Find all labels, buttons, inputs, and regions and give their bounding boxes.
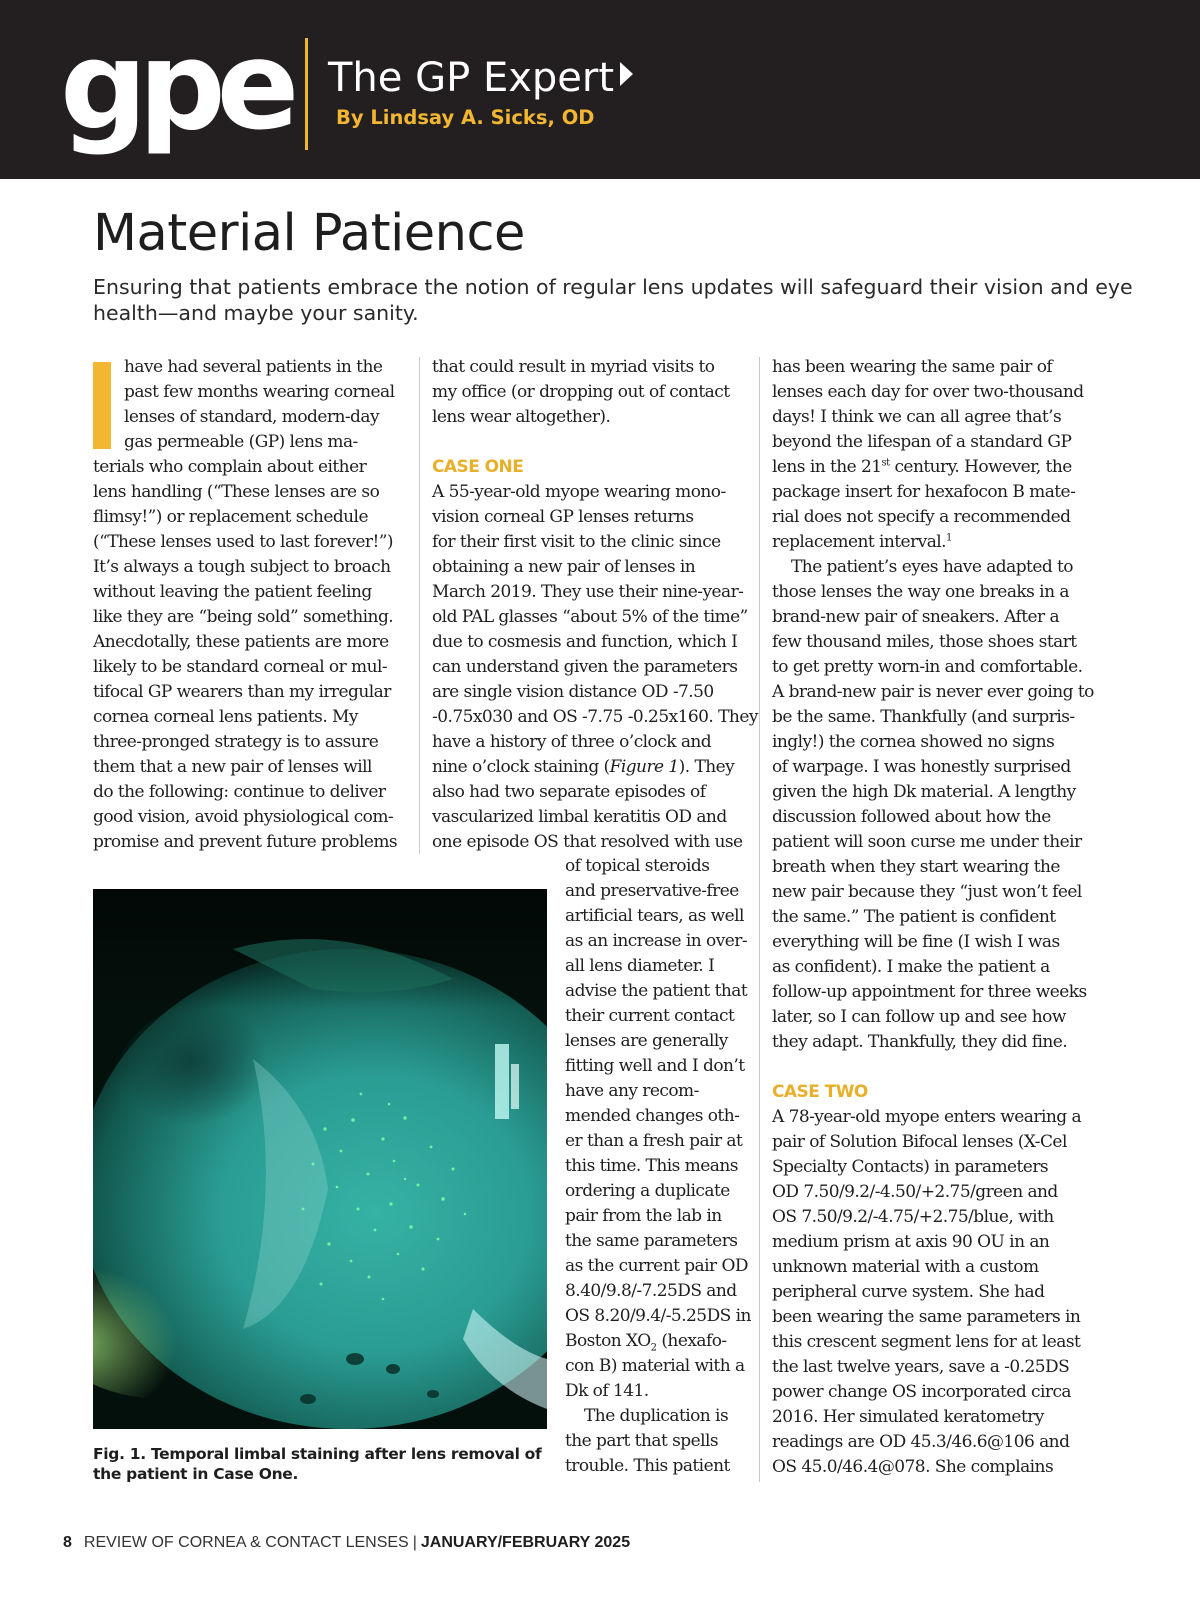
body-line: and preservative-free [565, 881, 739, 901]
body-line: peripheral curve system. She had [772, 1282, 1045, 1302]
body-line: OS 7.50/9.2/-4.75/+2.75/blue, with [772, 1207, 1054, 1227]
body-line: lenses each day for over two-thousand [772, 382, 1084, 402]
body-line: medium prism at axis 90 OU in an [772, 1232, 1050, 1252]
body-line: lenses of standard, modern-day [124, 407, 380, 427]
inline-text: ). They [678, 757, 735, 777]
column-rule [759, 357, 760, 1482]
deck-line: health—and maybe your sanity. [93, 301, 419, 325]
inline-text: Boston XO [565, 1331, 651, 1351]
body-line: past few months wearing corneal [124, 382, 395, 402]
body-line: new pair because they “just won’t feel [772, 882, 1082, 902]
inline-text: nine o’clock staining ( [432, 757, 610, 777]
inline-text: replacement interval. [772, 532, 947, 552]
footer-separator: | [412, 1534, 417, 1551]
body-line: has been wearing the same pair of [772, 357, 1053, 377]
body-line: can understand given the parameters [432, 657, 738, 677]
body-line: all lens diameter. I [565, 956, 715, 976]
body-line: given the high Dk material. A lengthy [772, 782, 1076, 802]
body-line: those lenses the way one breaks in a [772, 582, 1069, 602]
body-line: advise the patient that [565, 981, 748, 1001]
paragraph-gap [772, 1055, 1092, 1080]
gpe-logo: gpe [60, 15, 291, 157]
body-line: likely to be standard corneal or mul- [93, 657, 388, 677]
body-line: package insert for hexafocon B mate- [772, 482, 1076, 502]
superscript: st [881, 457, 890, 469]
body-column-2 [432, 355, 758, 855]
body-line: OD 7.50/9.2/-4.50/+2.75/green and [772, 1182, 1058, 1202]
body-line: old PAL glasses “about 5% of the time” [432, 607, 748, 627]
masthead-band [0, 0, 1200, 179]
body-line: OS 45.0/46.4@078. She complains [772, 1457, 1054, 1477]
body-line: this time. This means [565, 1156, 738, 1176]
body-line: lenses are generally [565, 1031, 728, 1051]
body-line: A brand-new pair is never ever going to [772, 682, 1094, 702]
body-line: (“These lenses used to last forever!”) [93, 532, 394, 552]
publication-name: REVIEW OF CORNEA & CONTACT LENSES [83, 1534, 409, 1551]
body-line: It’s always a tough subject to broach [93, 557, 391, 577]
body-line: patient will soon curse me under their [772, 832, 1082, 852]
eye-stain-image [93, 889, 547, 1429]
body-line: them that a new pair of lenses will [93, 757, 372, 777]
body-line: one episode OS that resolved with use [432, 832, 743, 852]
body-line: this crescent segment lens for at least [772, 1332, 1081, 1352]
page-number: 8 [63, 1534, 72, 1551]
case-one-heading: CASE ONE [432, 457, 524, 477]
body-line: follow-up appointment for three weeks [772, 982, 1087, 1002]
body-line: that could result in myriad visits to [432, 357, 715, 377]
section-title-text: The GP Expert [328, 55, 615, 101]
body-line: ordering a duplicate [565, 1181, 730, 1201]
body-line: have any recom- [565, 1081, 699, 1101]
play-arrow-icon [620, 62, 633, 86]
column-rule [419, 357, 420, 854]
inline-text: century. However, the [889, 457, 1072, 477]
body-line: to get pretty worn-in and comfortable. [772, 657, 1083, 677]
body-line: gas permeable (GP) lens ma- [124, 432, 358, 452]
body-line: unknown material with a custom [772, 1257, 1039, 1277]
body-line: rial does not specify a recommended [772, 507, 1071, 527]
figure-reference: Figure 1 [609, 757, 679, 777]
body-line: ingly!) the cornea showed no signs [772, 732, 1055, 752]
body-line [772, 455, 1092, 480]
body-line: brand-new pair of sneakers. After a [772, 607, 1060, 627]
body-line: 8.40/9.8/-7.25DS and [565, 1281, 737, 1301]
body-line: of warpage. I was honestly surprised [772, 757, 1071, 777]
body-line: the same parameters [565, 1231, 738, 1251]
body-line: er than a fresh pair at [565, 1131, 743, 1151]
body-line: fitting well and I don’t [565, 1056, 745, 1076]
body-line: beyond the lifespan of a standard GP [772, 432, 1072, 452]
body-line: lens wear altogether). [432, 407, 611, 427]
body-line: without leaving the patient feeling [93, 582, 372, 602]
body-line: few thousand miles, those shoes start [772, 632, 1077, 652]
body-line: the same.” The patient is confident [772, 907, 1056, 927]
body-line: cornea corneal lens patients. My [93, 707, 358, 727]
case-two-heading: CASE TWO [772, 1082, 868, 1102]
body-line: 2016. Her simulated keratometry [772, 1407, 1044, 1427]
body-column-1 [93, 355, 408, 855]
reference-superscript: 1 [946, 532, 952, 544]
body-line: the part that spells [565, 1431, 719, 1451]
body-line: they adapt. Thankfully, they did fine. [772, 1032, 1068, 1052]
body-line: three-pronged strategy is to assure [93, 732, 379, 752]
caption-line: the patient in Case One. [93, 1465, 299, 1483]
body-line: Specialty Contacts) in parameters [772, 1157, 1049, 1177]
body-line [565, 1329, 755, 1354]
caption-line: Fig. 1. Temporal limbal staining after lens removal of [93, 1445, 542, 1463]
section-title [328, 54, 633, 102]
body-line: days! I think we can all agree that’s [772, 407, 1062, 427]
body-line: artificial tears, as well [565, 906, 744, 926]
body-column-3 [772, 355, 1092, 1480]
article-deck [93, 274, 1133, 326]
byline: By Lindsay A. Sicks, OD [336, 106, 595, 129]
body-line: due to cosmesis and function, which I [432, 632, 738, 652]
body-line: good vision, avoid physiological com- [93, 807, 394, 827]
body-line: my office (or dropping out of contact [432, 382, 730, 402]
subscript: 2 [650, 1342, 657, 1354]
paragraph-gap [432, 430, 747, 455]
body-line: flimsy!”) or replacement schedule [93, 507, 368, 527]
body-line: pair from the lab in [565, 1206, 722, 1226]
body-line: lens handling (“These lenses are so [93, 482, 380, 502]
body-line: -0.75x030 and OS -7.75 -0.25x160. They [432, 707, 758, 727]
article-title: Material Patience [93, 204, 525, 263]
body-line: have a history of three o’clock and [432, 732, 712, 752]
body-line: readings are OD 45.3/46.6@106 and [772, 1432, 1070, 1452]
body-line: The duplication is [584, 1406, 729, 1426]
body-line: as an increase in over- [565, 931, 748, 951]
body-line [432, 755, 747, 780]
body-column-2-narrow [565, 854, 755, 1479]
body-line: breath when they start wearing the [772, 857, 1060, 877]
issue-date: JANUARY/FEBRUARY 2025 [420, 1534, 631, 1551]
inline-text: lens in the 21 [772, 457, 882, 477]
body-line: A 78-year-old myope enters wearing a [772, 1107, 1082, 1127]
body-line: vision corneal GP lenses returns [432, 507, 694, 527]
body-line: power change OS incorporated circa [772, 1382, 1072, 1402]
body-line: vascularized limbal keratitis OD and [432, 807, 727, 827]
body-line: trouble. This patient [565, 1456, 730, 1476]
body-line: have had several patients in the [124, 357, 383, 377]
body-line: Anecdotally, these patients are more [93, 632, 389, 652]
body-line: pair of Solution Bifocal lenses (X-Cel [772, 1132, 1067, 1152]
deck-line: Ensuring that patients embrace the notion of regular lens updates will safeguard their vision and eye [93, 275, 1133, 299]
header-divider [305, 38, 308, 150]
body-line: con B) material with a [565, 1356, 745, 1376]
body-line: do the following: continue to deliver [93, 782, 386, 802]
body-line: later, so I can follow up and see how [772, 1007, 1066, 1027]
page-footer [63, 1533, 630, 1553]
body-line: as the current pair OD [565, 1256, 748, 1276]
body-line: terials who complain about either [93, 457, 367, 477]
body-line: Dk of 141. [565, 1381, 649, 1401]
body-line: for their first visit to the clinic since [432, 532, 721, 552]
body-line: like they are “being sold” something. [93, 607, 394, 627]
body-line: OS 8.20/9.4/-5.25DS in [565, 1306, 751, 1326]
body-line: everything will be fine (I wish I was [772, 932, 1060, 952]
body-line: tifocal GP wearers than my irregular [93, 682, 391, 702]
body-line: also had two separate episodes of [432, 782, 706, 802]
body-line: been wearing the same parameters in [772, 1307, 1081, 1327]
body-line: discussion followed about how the [772, 807, 1051, 827]
body-line: as confident). I make the patient a [772, 957, 1050, 977]
body-line: obtaining a new pair of lenses in [432, 557, 696, 577]
figure-caption [93, 1444, 553, 1484]
inline-text: (hexafo- [656, 1331, 727, 1351]
body-line [772, 530, 1092, 555]
body-line: March 2019. They use their nine-year- [432, 582, 744, 602]
body-line: A 55-year-old myope wearing mono- [432, 482, 726, 502]
body-line: be the same. Thankfully (and surpris- [772, 707, 1075, 727]
body-line: The patient’s eyes have adapted to [791, 557, 1073, 577]
body-line: promise and prevent future problems [93, 832, 398, 852]
body-line: are single vision distance OD -7.50 [432, 682, 714, 702]
body-line: the last twelve years, save a -0.25DS [772, 1357, 1070, 1377]
figure-1-slit-lamp-photo [93, 889, 547, 1429]
body-line: of topical steroids [565, 856, 710, 876]
body-line: mended changes oth- [565, 1106, 740, 1126]
body-line: their current contact [565, 1006, 735, 1026]
